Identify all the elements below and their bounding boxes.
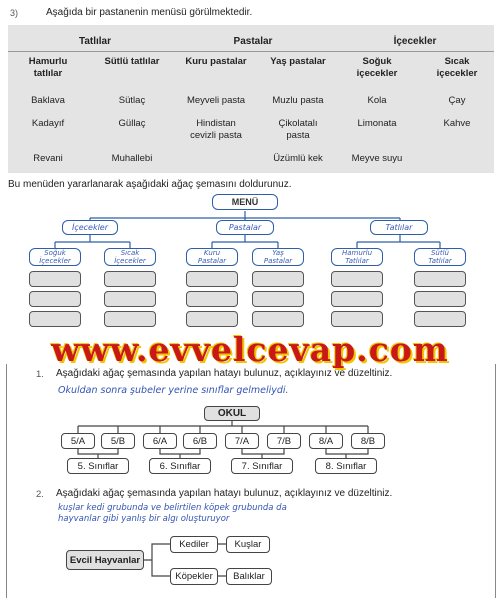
okul-root: OKUL: [204, 406, 260, 421]
class-box: 5/B: [101, 433, 135, 449]
question-1-number: 1.: [36, 369, 44, 380]
grade-group-box: 7. Sınıflar: [231, 458, 293, 474]
class-box: 6/B: [183, 433, 217, 449]
menu-item: Limonata: [357, 118, 397, 129]
menu-item: Meyveli pasta: [186, 95, 246, 106]
tree-subnode: Kuru Pastalar: [186, 248, 238, 266]
menu-item: Muhallebi: [111, 153, 153, 164]
pet-kuslar: Kuşlar: [226, 536, 270, 553]
pet-baliklar: Balıklar: [226, 568, 272, 585]
question-2-answer-line-1: kuşlar kedi grubunda ve belirtilen köpek grubunda da: [58, 503, 287, 513]
subheader-hamurlu: Hamurlu tatlılar: [28, 56, 68, 79]
tree-node-tatlilar: Tatlılar: [370, 220, 428, 235]
subheader-sicak: Sıcak içecekler: [436, 56, 478, 79]
tree-subnode: Yaş Pastalar: [252, 248, 304, 266]
tree-blank-slot[interactable]: [29, 271, 81, 287]
menu-item: Üzümlü kek: [273, 153, 323, 164]
tree-blank-slot[interactable]: [186, 291, 238, 307]
watermark: www.evvelcevap.com: [51, 330, 449, 369]
tree-blank-slot[interactable]: [29, 311, 81, 327]
tree-node-icecekler: İçecekler: [62, 220, 118, 235]
tree-blank-slot[interactable]: [331, 311, 383, 327]
class-box: 8/A: [309, 433, 343, 449]
subheader-soguk: Soğuk içecekler: [356, 56, 398, 79]
tree-blank-slot[interactable]: [104, 311, 156, 327]
tree-subnode: Hamurlu Tatlılar: [331, 248, 383, 266]
tree-blank-slot[interactable]: [414, 271, 466, 287]
tree-blank-slot[interactable]: [252, 291, 304, 307]
tree-node-pastalar: Pastalar: [216, 220, 274, 235]
menu-item: Hindistan cevizli pasta: [190, 118, 242, 141]
question-1-answer: Okuldan sonra şubeler yerine sınıflar gelmeliydi.: [58, 385, 289, 396]
subheader-kuru: Kuru pastalar: [185, 56, 247, 67]
tree-blank-slot[interactable]: [414, 311, 466, 327]
class-box: 5/A: [61, 433, 95, 449]
group-header-tatlilar: Tatlılar: [78, 36, 112, 47]
tree-blank-slot[interactable]: [104, 271, 156, 287]
menu-item: Kola: [367, 95, 387, 106]
tree-blank-slot[interactable]: [104, 291, 156, 307]
menu-item: Kadayıf: [31, 118, 65, 129]
tree-blank-slot[interactable]: [331, 271, 383, 287]
tree-blank-slot[interactable]: [252, 311, 304, 327]
question-2-number: 2.: [36, 489, 44, 500]
pet-kopekler: Köpekler: [170, 568, 218, 585]
tree-blank-slot[interactable]: [29, 291, 81, 307]
menu-item: Çay: [448, 95, 466, 106]
grade-group-box: 6. Sınıflar: [149, 458, 211, 474]
menu-item: Revani: [33, 153, 63, 164]
tree-root-menu: MENÜ: [212, 194, 278, 210]
question-3-text: Aşağıda bir pastanenin menüsü görülmektedir.: [46, 7, 253, 18]
menu-item: Muzlu pasta: [272, 95, 324, 106]
group-header-icecekler: İçecekler: [393, 36, 437, 47]
class-box: 8/B: [351, 433, 385, 449]
menu-item: Sütlaç: [118, 95, 146, 106]
tree-blank-slot[interactable]: [186, 271, 238, 287]
question-3-number: 3): [10, 8, 19, 18]
subheader-yas: Yaş pastalar: [270, 56, 326, 67]
menu-item: Baklava: [31, 95, 65, 106]
question-1-text: Aşağıdaki ağaç şemasında yapılan hatayı bulunuz, açıklayınız ve düzeltiniz.: [56, 368, 393, 379]
tree-instruction: Bu menüden yararlanarak aşağıdaki ağaç şemasını doldurunuz.: [8, 179, 292, 190]
class-box: 7/B: [267, 433, 301, 449]
question-2-text: Aşağıdaki ağaç şemasında yapılan hatayı bulunuz, açıklayınız ve düzeltiniz.: [56, 488, 393, 499]
grade-group-box: 8. Sınıflar: [315, 458, 377, 474]
tree-subnode: Sütlü Tatlılar: [414, 248, 466, 266]
tree-blank-slot[interactable]: [331, 291, 383, 307]
group-header-pastalar: Pastalar: [233, 36, 273, 47]
menu-divider: [8, 51, 494, 52]
tree-blank-slot[interactable]: [414, 291, 466, 307]
tree-subnode: Sıcak İçecekler: [104, 248, 156, 266]
question-2-answer-line-2: hayvanlar gibi yanlış bir algı oluşturuyor: [58, 514, 230, 524]
menu-item: Çikolatalı pasta: [278, 118, 318, 141]
subheader-sutlu: Sütlü tatlılar: [104, 56, 160, 67]
grade-group-box: 5. Sınıflar: [67, 458, 129, 474]
tree-blank-slot[interactable]: [186, 311, 238, 327]
class-box: 6/A: [143, 433, 177, 449]
pet-kediler: Kediler: [170, 536, 218, 553]
class-box: 7/A: [225, 433, 259, 449]
menu-item: Güllaç: [118, 118, 146, 129]
tree-blank-slot[interactable]: [252, 271, 304, 287]
menu-item: Kahve: [443, 118, 471, 129]
evcil-hayvanlar-root: Evcil Hayvanlar: [66, 550, 144, 570]
menu-item: Meyve suyu: [351, 153, 403, 164]
tree-subnode: Soğuk İçecekler: [29, 248, 81, 266]
